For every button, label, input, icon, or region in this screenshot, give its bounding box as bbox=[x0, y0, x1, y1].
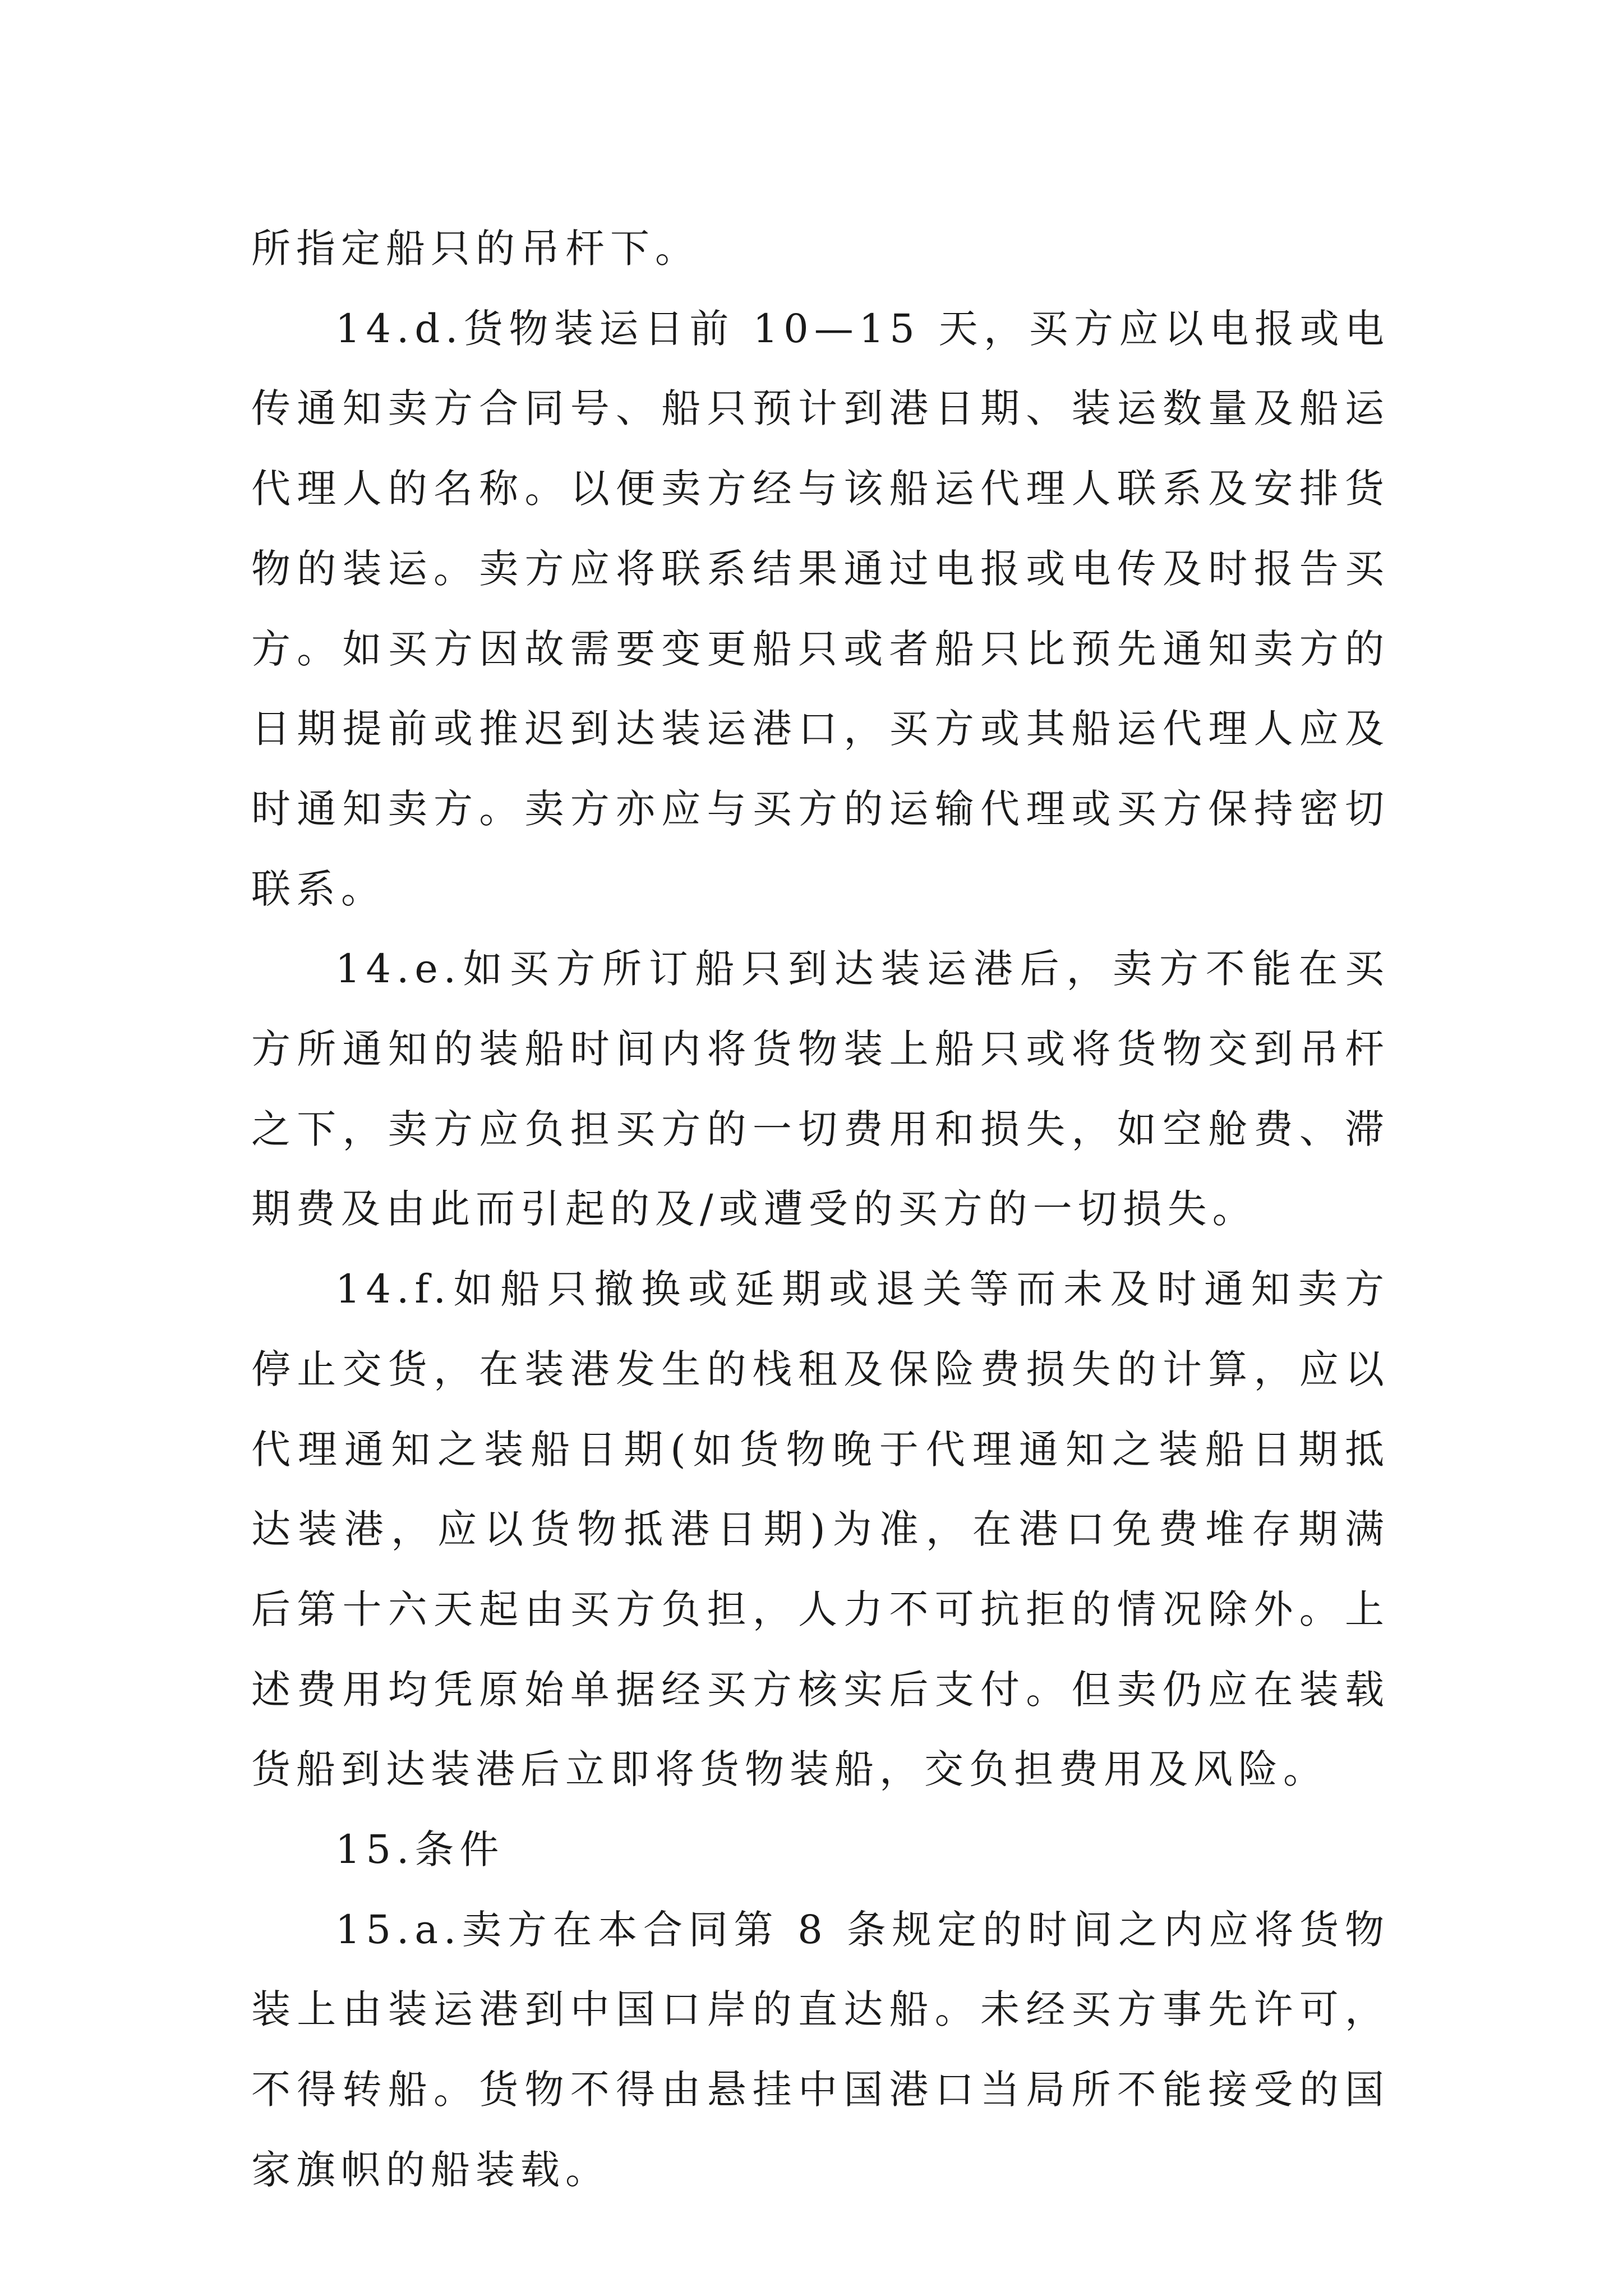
paragraph-continuation: 所指定船只的吊杆下。 bbox=[251, 226, 700, 272]
paragraph-clause-14d: 14.d.货物装运日前 10—15 天，买方应以电报或电传通知卖方合同号、船只预计到港日期、装运数量及船运代理人的名称。以便卖方经与该船运代理人联系及安排货物的装运。卖方应将联系结果通过电报或电传及时报告买方。如买方因故需要变更船只或者船只比预先通知卖方的日期提前或推迟到达装运港口，买方或其船运代理人应及时通知卖方。卖方亦应与买方的运输代理或买方保持密切联系。 bbox=[251, 305, 1390, 912]
document-body bbox=[251, 209, 1390, 2210]
paragraph-clause-15a: 15.a.卖方在本合同第 8 条规定的时间之内应将货物装上由装运港到中国口岸的直达船。未经买方事先许可，不得转船。货物不得由悬挂中国港口当局所不能接受的国家旗帜的船装载。 bbox=[251, 1906, 1390, 2193]
paragraph-clause-14f: 14.f.如船只撤换或延期或退关等而未及时通知卖方停止交货，在装港发生的栈租及保险费损失的计算，应以代理通知之装船日期(如货物晚于代理通知之装船日期抵达装港，应以货物抵港日期)为准，在港口免费堆存期满后第十六天起由买方负担，人力不可抗拒的情况除外。上述费用均凭原始单据经买方核实后支付。但卖仍应在装载货船到达装港后立即将货物装船，交负担费用及风险。 bbox=[251, 1266, 1390, 1793]
section-heading-15: 15.条件 bbox=[335, 1826, 505, 1873]
paragraph-clause-14e: 14.e.如买方所订船只到达装运港后，卖方不能在买方所通知的装船时间内将货物装上船只或将货物交到吊杆之下，卖方应负担买方的一切费用和损失，如空舱费、滞期费及由此而引起的及/或遭受的买方的一切损失。 bbox=[251, 946, 1390, 1232]
